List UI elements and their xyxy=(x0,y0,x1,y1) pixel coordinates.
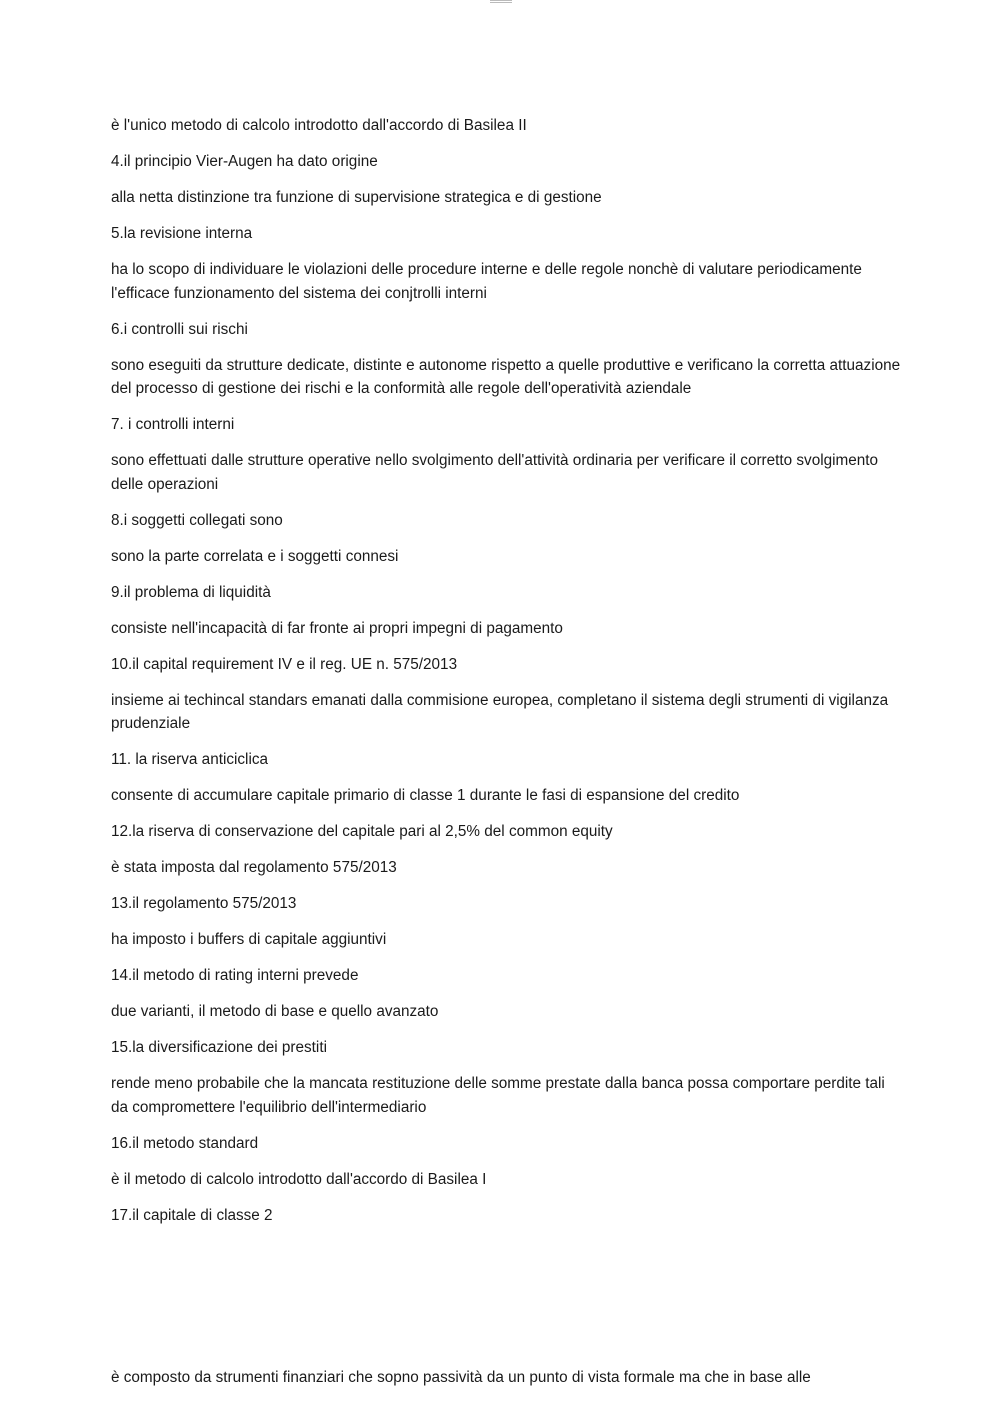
paragraph: due varianti, il metodo di base e quello avanzato xyxy=(111,1003,439,1020)
paragraph: rende meno probabile che la mancata restituzione delle somme prestate dalla banca possa comportare perdite tali da compromettere l'equilibrio dell'intermediario xyxy=(111,1075,885,1116)
question-heading: 7. i controlli interni xyxy=(111,416,235,433)
paragraph-continued: è composto da strumenti finanziari che sopno passività da un punto di vista formale ma che in base alle xyxy=(111,1369,811,1386)
question-heading: 5.la revisione interna xyxy=(111,225,253,242)
question-heading: 11. la riserva anticiclica xyxy=(111,751,268,768)
paragraph: consente di accumulare capitale primario di classe 1 durante le fasi di espansione del credito xyxy=(111,787,740,804)
question-heading: 6.i controlli sui rischi xyxy=(111,320,248,338)
paragraph: insieme ai techincal standars emanati dalla commisione europea, completano il sistema degli strumenti di vigilanza prudenziale xyxy=(111,691,889,732)
question-heading: 16.il metodo standard xyxy=(111,1134,259,1152)
paragraph: ha imposto i buffers di capitale aggiuntivi xyxy=(111,931,387,948)
question-heading: 8.i soggetti collegati sono xyxy=(111,511,283,529)
paragraph: sono la parte correlata e i soggetti connesi xyxy=(111,547,399,565)
paragraph: è l'unico metodo di calcolo introdotto dall'accordo di Basilea II xyxy=(111,117,527,134)
question-heading: 14.il metodo di rating interni prevede xyxy=(111,967,359,984)
question-heading: 10.il capital requirement IV e il reg. UE n. 575/2013 xyxy=(111,655,458,673)
paragraph: consiste nell'incapacità di far fronte ai propri impegni di pagamento xyxy=(111,619,563,637)
question-heading: 13.il regolamento 575/2013 xyxy=(111,895,297,912)
header-watermark xyxy=(490,0,512,3)
paragraph: è il metodo di calcolo introdotto dall'accordo di Basilea I xyxy=(111,1170,487,1188)
question-heading: 9.il problema di liquidità xyxy=(111,583,271,601)
paragraph: alla netta distinzione tra funzione di supervisione strategica e di gestione xyxy=(111,189,602,206)
question-heading: 15.la diversificazione dei prestiti xyxy=(111,1039,327,1056)
paragraph: ha lo scopo di individuare le violazioni delle procedure interne e delle regole nonchè di valutare periodicamente l'efficace funzionamento del sistema dei conjtrolli interni xyxy=(111,261,862,302)
question-heading: 4.il principio Vier-Augen ha dato origine xyxy=(111,153,378,170)
paragraph: è stata imposta dal regolamento 575/2013 xyxy=(111,859,397,876)
document-body xyxy=(111,114,901,1240)
question-heading: 17.il capitale di classe 2 xyxy=(111,1206,273,1224)
paragraph: sono effettuati dalle strutture operative nello svolgimento dell'attività ordinaria per verificare il corretto svolgimento delle operazioni xyxy=(111,452,879,493)
paragraph: sono eseguiti da strutture dedicate, distinte e autonome rispetto a quelle produttive e verificano la corretta attuazione del processo di gestione dei rischi e la conformità alle regole dell'operatività aziendale xyxy=(111,356,901,397)
question-heading: 12.la riserva di conservazione del capitale pari al 2,5% del common equity xyxy=(111,823,613,840)
